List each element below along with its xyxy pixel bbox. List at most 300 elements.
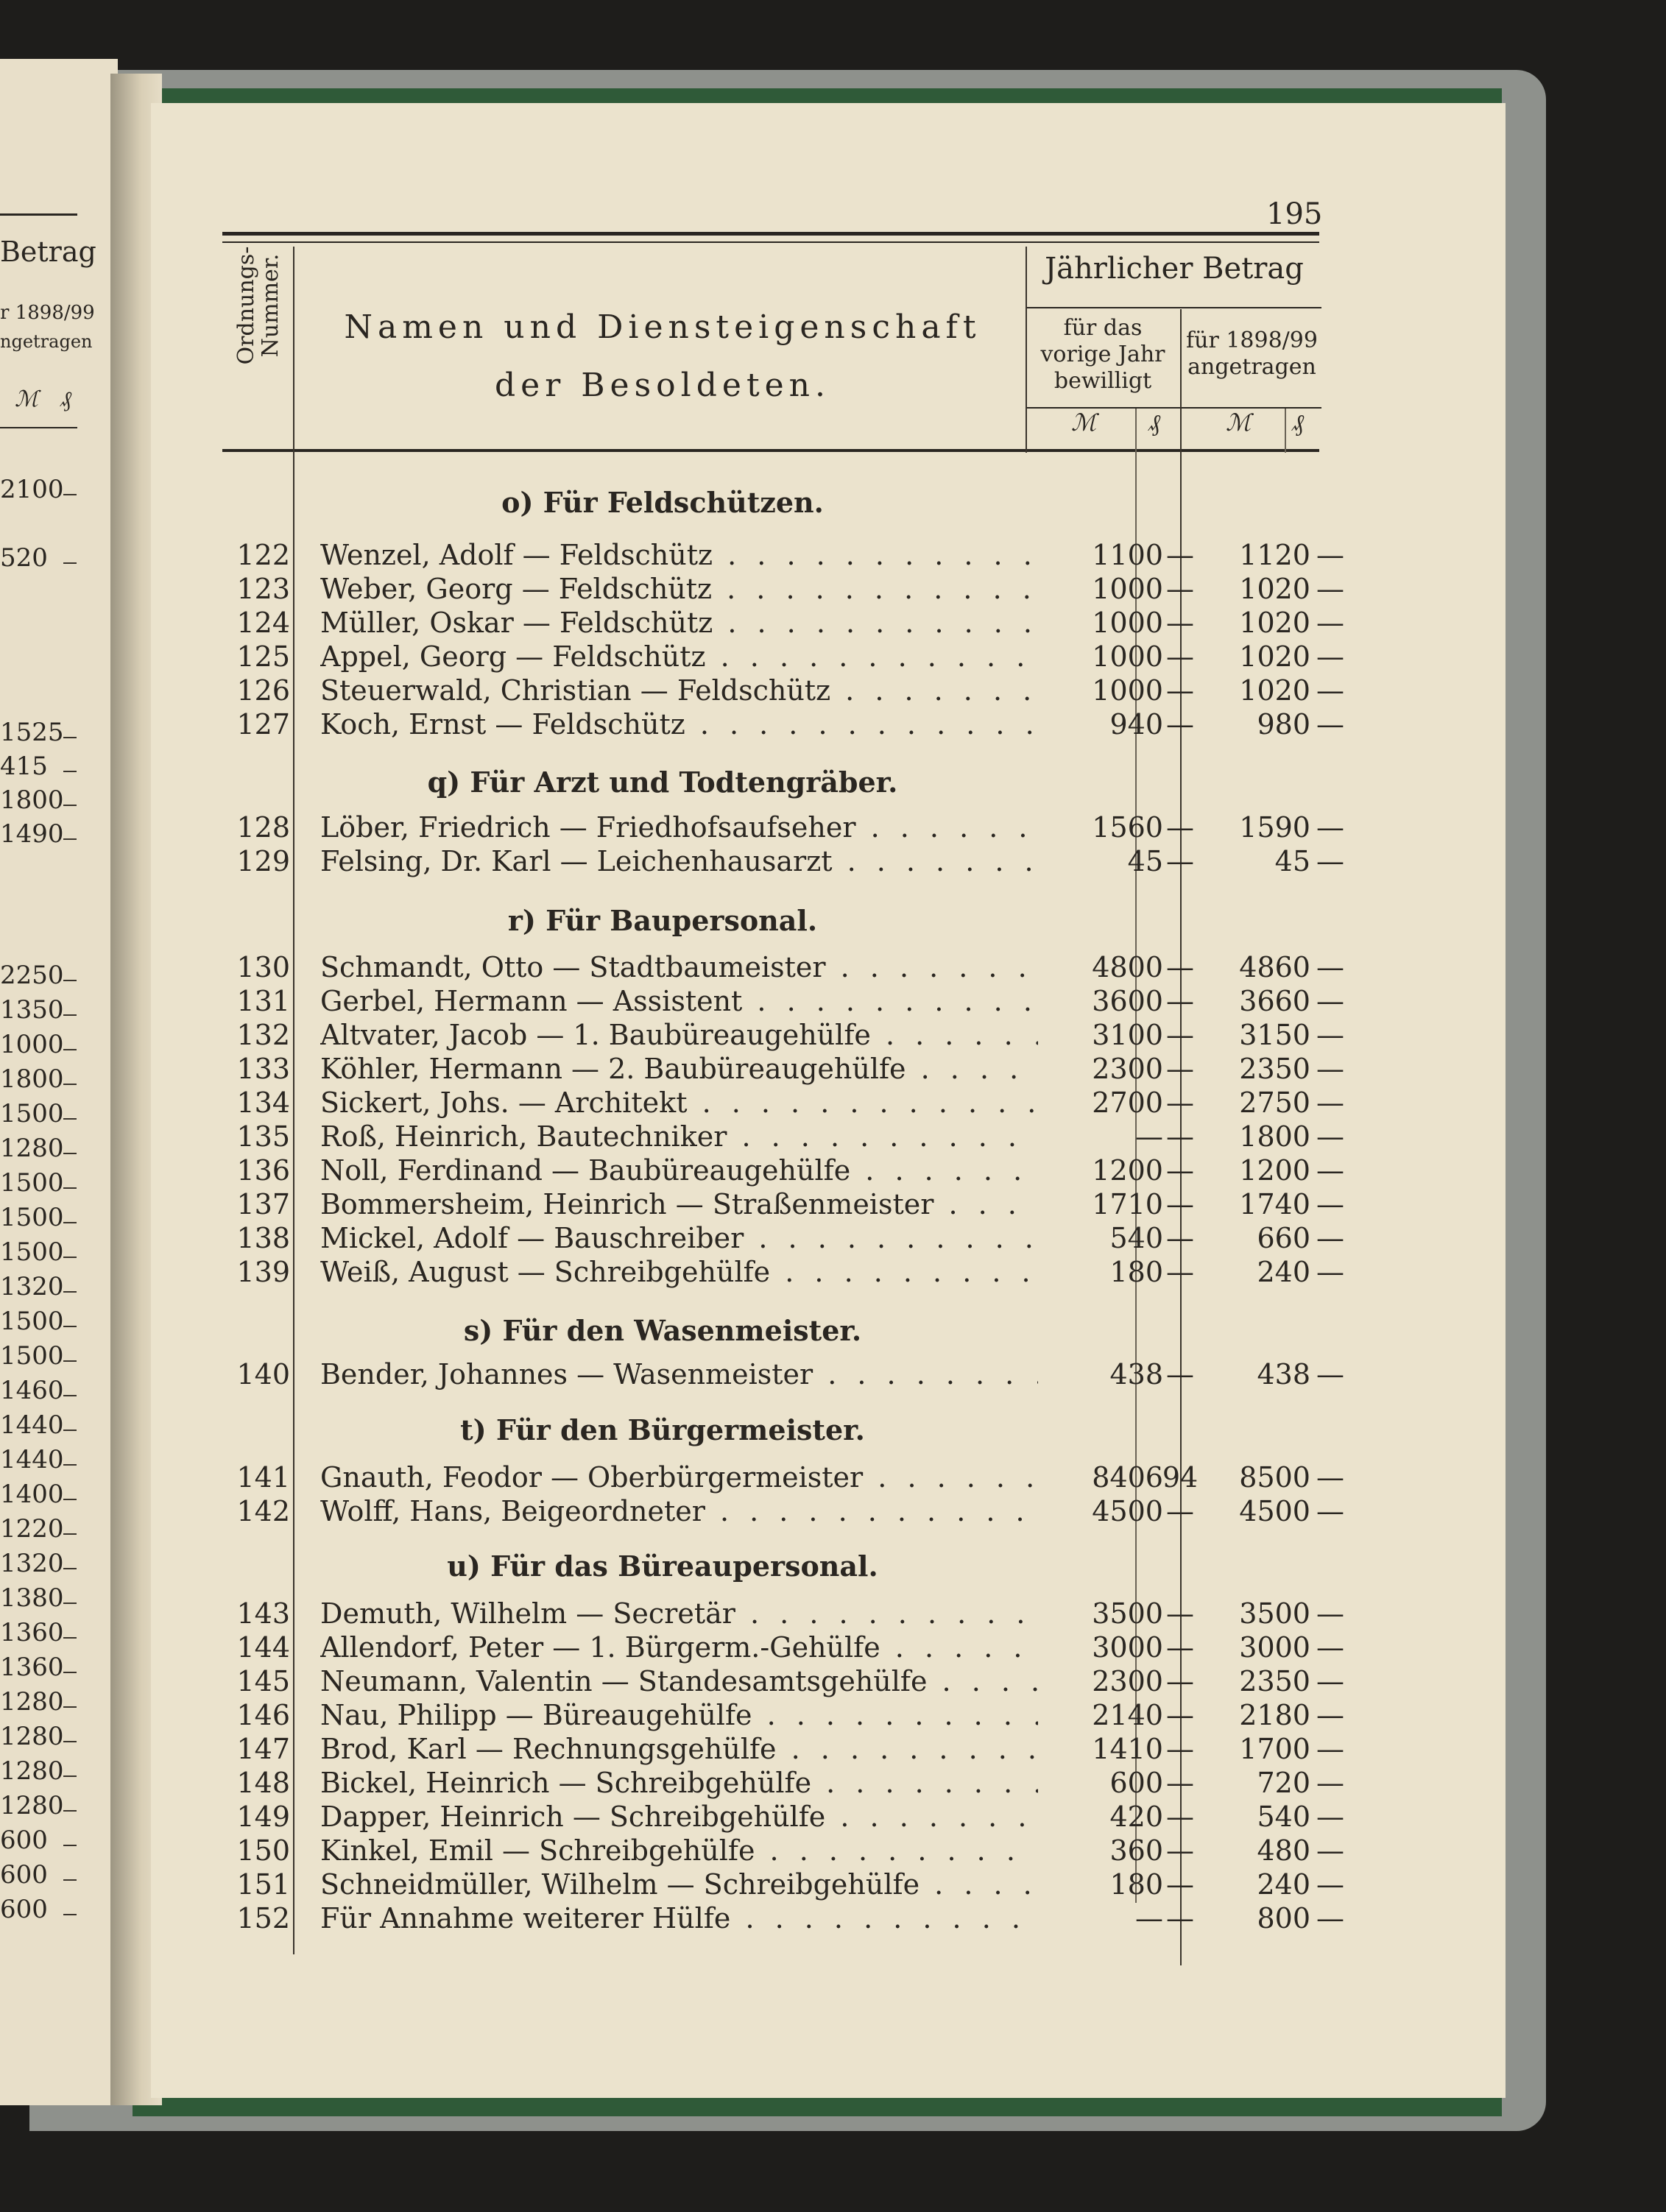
row-cur-pf: — (1316, 1358, 1344, 1391)
section-heading: q) Für Arzt und Todtengräber. (427, 766, 898, 799)
top-double-rule-thin (222, 241, 1319, 243)
row-prev-pf: — (1166, 708, 1194, 741)
left-page-dash (63, 1222, 77, 1223)
row-number: 131 (236, 985, 290, 1017)
row-prev-pf: — (1166, 573, 1194, 605)
row-prev-mark: 600 (1109, 1767, 1163, 1799)
left-page-dash (63, 980, 77, 981)
row-cur-mark: 1020 (1239, 573, 1310, 605)
row-prev-pf: — (1166, 1120, 1194, 1153)
left-page-dash (63, 1810, 77, 1812)
row-name: Mickel, Adolf — Bauschreiber . . . (320, 1222, 1038, 1254)
row-prev-pf: — (1166, 811, 1194, 844)
left-page-dash (63, 1775, 77, 1777)
left-page-value: 1500 (0, 1307, 64, 1336)
left-page-dash (63, 1395, 77, 1396)
table-row (221, 1358, 1344, 1392)
left-page-dash (63, 1533, 77, 1535)
left-page-dash (63, 1360, 77, 1362)
row-name: Weber, Georg — Feldschütz . . . (320, 573, 1038, 605)
left-page-value: 2100 (0, 475, 64, 504)
row-name: Weiß, August — Schreibgehülfe . . . (320, 1256, 1038, 1288)
ordnungs-nummer-header: Ordnungs- Nummer. (233, 246, 283, 365)
left-fur-header: r 1898/99 (0, 302, 95, 324)
row-name: Für Annahme weiterer Hülfe . . . (320, 1902, 1038, 1934)
left-page-value: 1280 (0, 1791, 64, 1820)
left-page-dash (63, 1672, 77, 1673)
row-cur-mark: 1200 (1239, 1154, 1310, 1187)
row-cur-pf: — (1316, 1868, 1344, 1901)
column-line-cur-pf (1285, 409, 1286, 453)
table-row (221, 1222, 1344, 1256)
row-cur-mark: 1020 (1239, 607, 1310, 639)
row-cur-pf: — (1316, 1256, 1344, 1288)
left-page-dash (63, 1637, 77, 1639)
row-number: 123 (236, 573, 290, 605)
pf-unit-cur: ₰ (1292, 409, 1304, 437)
row-number: 143 (236, 1597, 290, 1630)
left-page-value: 1500 (0, 1237, 64, 1267)
row-prev-mark: 360 (1109, 1834, 1163, 1867)
row-prev-pf: — (1166, 1188, 1194, 1220)
row-prev-pf: — (1166, 1631, 1194, 1664)
row-prev-mark: 2140 (1092, 1699, 1163, 1731)
section-heading: o) Für Feldschützen. (501, 486, 824, 519)
mark-unit-prev: ℳ (1071, 409, 1097, 437)
row-prev-pf: — (1166, 1699, 1194, 1731)
table-row (221, 607, 1344, 640)
row-number: 136 (236, 1154, 290, 1187)
yearly-amount-header: Jährlicher Betrag (1045, 252, 1304, 286)
row-name: Bommersheim, Heinrich — Straßenmeister . . . (320, 1188, 1038, 1220)
row-cur-pf: — (1316, 1665, 1344, 1697)
row-cur-mark: 1020 (1239, 640, 1310, 673)
table-row (221, 1086, 1344, 1120)
left-page-value: 1460 (0, 1376, 64, 1405)
row-name: Köhler, Hermann — 2. Baubüreaugehülfe . . . (320, 1053, 1038, 1085)
row-cur-pf: — (1316, 1120, 1344, 1153)
row-number: 127 (236, 708, 290, 741)
left-page-value: 1280 (0, 1687, 64, 1717)
row-cur-mark: 8500 (1239, 1461, 1310, 1494)
row-name: Müller, Oskar — Feldschütz . . . (320, 607, 1038, 639)
row-prev-pf: — (1166, 1902, 1194, 1934)
row-cur-mark: 4500 (1239, 1495, 1310, 1527)
row-prev-mark: 180 (1109, 1868, 1163, 1901)
row-cur-mark: 1120 (1239, 539, 1310, 571)
table-row (221, 1256, 1344, 1290)
yearly-sub-rule (1027, 307, 1321, 308)
left-page-fragment (0, 59, 118, 2105)
left-page-value: 1280 (0, 1722, 64, 1751)
row-prev-pf: — (1166, 1733, 1194, 1765)
row-prev-mark: 2300 (1092, 1053, 1163, 1085)
left-page-value: 2250 (0, 961, 64, 990)
row-name: Dapper, Heinrich — Schreibgehülfe . . . (320, 1801, 1038, 1833)
row-cur-pf: — (1316, 1631, 1344, 1664)
table-row (221, 1834, 1344, 1868)
table-row (221, 674, 1344, 708)
row-name: Gerbel, Hermann — Assistent . . . (320, 985, 1038, 1017)
row-prev-pf: — (1166, 1086, 1194, 1119)
left-page-dash (63, 805, 77, 806)
left-page-value: 1320 (0, 1549, 64, 1578)
row-cur-pf: — (1316, 1801, 1344, 1833)
left-page-value: 1800 (0, 785, 64, 815)
row-cur-mark: 45 (1274, 845, 1310, 877)
left-page-value: 520 (0, 543, 48, 573)
row-number: 141 (236, 1461, 290, 1494)
row-cur-mark: 1740 (1239, 1188, 1310, 1220)
row-prev-mark: — (1135, 1120, 1163, 1153)
row-prev-mark: 180 (1109, 1256, 1163, 1288)
row-prev-pf: — (1166, 845, 1194, 877)
row-prev-mark: 1000 (1092, 640, 1163, 673)
row-cur-mark: 2750 (1239, 1086, 1310, 1119)
row-prev-pf: — (1166, 1597, 1194, 1630)
left-page-value: 1440 (0, 1445, 64, 1474)
row-cur-mark: 4860 (1239, 951, 1310, 983)
row-prev-pf: — (1166, 1154, 1194, 1187)
left-page-value: 1500 (0, 1203, 64, 1232)
row-number: 122 (236, 539, 290, 571)
row-prev-mark: 1000 (1092, 674, 1163, 707)
left-page-dash (63, 838, 77, 840)
row-number: 134 (236, 1086, 290, 1119)
row-cur-mark: 1800 (1239, 1120, 1310, 1153)
table-row (221, 1019, 1344, 1053)
left-page-dash (63, 494, 77, 495)
row-number: 144 (236, 1631, 290, 1664)
table-row (221, 1631, 1344, 1665)
table-row (221, 1597, 1344, 1631)
section-heading: u) Für das Büreaupersonal. (447, 1550, 878, 1583)
row-prev-mark: 45 (1127, 845, 1163, 877)
row-prev-mark: 4800 (1092, 951, 1163, 983)
left-page-dash (63, 1741, 77, 1742)
row-number: 148 (236, 1767, 290, 1799)
row-number: 145 (236, 1665, 290, 1697)
row-cur-pf: — (1316, 1699, 1344, 1731)
row-number: 126 (236, 674, 290, 707)
section-heading: t) Für den Bürgermeister. (460, 1413, 865, 1446)
table-row (221, 573, 1344, 607)
row-prev-mark: 1410 (1092, 1733, 1163, 1765)
row-prev-pf: 94 (1162, 1461, 1199, 1494)
row-name: Neumann, Valentin — Standesamtsgehülfe . . . (320, 1665, 1038, 1697)
row-number: 140 (236, 1358, 290, 1391)
row-cur-mark: 240 (1257, 1868, 1310, 1901)
names-header-line1: Namen und Diensteigenschaft (344, 308, 981, 346)
left-page-dash (63, 737, 77, 738)
row-prev-pf: — (1166, 1801, 1194, 1833)
left-page-value: 1380 (0, 1583, 64, 1613)
table-row (221, 708, 1344, 742)
names-header-line2: der Besoldeten. (495, 367, 830, 405)
row-number: 128 (236, 811, 290, 844)
row-cur-pf: — (1316, 1834, 1344, 1867)
left-page-dash (63, 1187, 77, 1189)
row-cur-mark: 2350 (1239, 1665, 1310, 1697)
row-number: 142 (236, 1495, 290, 1527)
left-page-dash (63, 1568, 77, 1569)
row-name: Noll, Ferdinand — Baubüreaugehülfe . . . (320, 1154, 1038, 1187)
left-page-value: 1500 (0, 1168, 64, 1198)
top-double-rule (222, 232, 1319, 236)
row-prev-pf: — (1166, 1767, 1194, 1799)
row-name: Schmandt, Otto — Stadtbaumeister . . . (320, 951, 1038, 983)
row-prev-mark: 1100 (1092, 539, 1163, 571)
row-number: 150 (236, 1834, 290, 1867)
left-page-value: 415 (0, 752, 48, 781)
row-cur-mark: 800 (1257, 1902, 1310, 1934)
table-row (221, 1733, 1344, 1767)
row-cur-mark: 438 (1257, 1358, 1310, 1391)
row-prev-mark: 1000 (1092, 573, 1163, 605)
row-cur-pf: — (1316, 951, 1344, 983)
row-cur-pf: — (1316, 539, 1344, 571)
row-name: Bickel, Heinrich — Schreibgehülfe . . . (320, 1767, 1038, 1799)
left-page-value: 1800 (0, 1064, 64, 1094)
table-row (221, 1868, 1344, 1902)
row-cur-mark: 1020 (1239, 674, 1310, 707)
table-row (221, 1053, 1344, 1086)
row-prev-mark: 3100 (1092, 1019, 1163, 1051)
row-cur-mark: 720 (1257, 1767, 1310, 1799)
row-cur-pf: — (1316, 1767, 1344, 1799)
row-name: Demuth, Wilhelm — Secretär . . . (320, 1597, 1038, 1630)
row-prev-pf: — (1166, 1834, 1194, 1867)
row-cur-pf: — (1316, 1019, 1344, 1051)
left-angetragen-header: ngetragen (0, 331, 93, 352)
row-cur-pf: — (1316, 1733, 1344, 1765)
row-number: 132 (236, 1019, 290, 1051)
row-cur-mark: 980 (1257, 708, 1310, 741)
left-page-rule (0, 213, 77, 216)
table-row (221, 985, 1344, 1019)
left-page-dash (63, 1464, 77, 1466)
left-page-value: 1525 (0, 718, 64, 747)
table-row (221, 539, 1344, 573)
row-number: 151 (236, 1868, 290, 1901)
row-prev-mark: 1710 (1092, 1188, 1163, 1220)
row-name: Allendorf, Peter — 1. Bürgerm.-Gehülfe . . . (320, 1631, 1038, 1664)
row-number: 147 (236, 1733, 290, 1765)
left-page-dash (63, 1291, 77, 1293)
row-name: Sickert, Johs. — Architekt . . . (320, 1086, 1038, 1119)
table-row (221, 1495, 1344, 1529)
row-name: Gnauth, Feodor — Oberbürgermeister . . . (320, 1461, 1038, 1494)
left-pf-header: ₰ (60, 386, 71, 412)
row-cur-mark: 480 (1257, 1834, 1310, 1867)
row-name: Kinkel, Emil — Schreibgehülfe . . . (320, 1834, 1038, 1867)
left-page-value: 1280 (0, 1756, 64, 1786)
row-cur-pf: — (1316, 1495, 1344, 1527)
row-prev-pf: — (1166, 1358, 1194, 1391)
row-cur-pf: — (1316, 1188, 1344, 1220)
row-prev-mark: — (1135, 1902, 1163, 1934)
left-page-dash (63, 1326, 77, 1327)
table-row (221, 1801, 1344, 1834)
row-prev-mark: 3000 (1092, 1631, 1163, 1664)
left-page-dash (63, 1049, 77, 1050)
left-page-dash (63, 1845, 77, 1846)
table-row (221, 951, 1344, 985)
row-prev-pf: — (1166, 1495, 1194, 1527)
row-prev-pf: — (1166, 1019, 1194, 1051)
pf-unit-prev: ₰ (1148, 409, 1160, 437)
left-page-value: 1220 (0, 1514, 64, 1544)
left-page-dash (63, 562, 77, 564)
row-number: 138 (236, 1222, 290, 1254)
row-cur-pf: — (1316, 607, 1344, 639)
table-row (221, 1461, 1344, 1495)
row-cur-pf: — (1316, 1154, 1344, 1187)
row-name: Felsing, Dr. Karl — Leichenhausarzt . . . (320, 845, 1038, 877)
row-name: Brod, Karl — Rechnungsgehülfe . . . (320, 1733, 1038, 1765)
left-page-dash (63, 1014, 77, 1016)
table-row (221, 1120, 1344, 1154)
row-name: Appel, Georg — Feldschütz . . . (320, 640, 1038, 673)
row-prev-pf: — (1166, 985, 1194, 1017)
row-name: Altvater, Jacob — 1. Baubüreaugehülfe . . . (320, 1019, 1038, 1051)
table-row (221, 640, 1344, 674)
left-page-value: 1360 (0, 1653, 64, 1682)
row-number: 124 (236, 607, 290, 639)
row-prev-pf: — (1166, 1053, 1194, 1085)
row-cur-mark: 2180 (1239, 1699, 1310, 1731)
row-prev-mark: 438 (1109, 1358, 1163, 1391)
row-prev-mark: 3600 (1092, 985, 1163, 1017)
table-row (221, 1188, 1344, 1222)
row-number: 152 (236, 1902, 290, 1934)
row-name: Koch, Ernst — Feldschütz . . . (320, 708, 1038, 741)
left-betrag-header: Betrag (0, 236, 96, 268)
row-number: 146 (236, 1699, 290, 1731)
row-prev-mark: 1200 (1092, 1154, 1163, 1187)
row-prev-pf: — (1166, 1256, 1194, 1288)
left-page-dash (63, 1499, 77, 1500)
table-row (221, 811, 1344, 845)
row-prev-mark: 8406 (1092, 1461, 1163, 1494)
row-prev-pf: — (1166, 1868, 1194, 1901)
row-cur-pf: — (1316, 1086, 1344, 1119)
table-row (221, 1699, 1344, 1733)
left-page-dash (63, 1603, 77, 1604)
left-page-dash (63, 1879, 77, 1881)
row-prev-mark: 420 (1109, 1801, 1163, 1833)
row-cur-pf: — (1316, 708, 1344, 741)
row-name: Löber, Friedrich — Friedhofsaufseher . . . (320, 811, 1038, 844)
table-row (221, 1154, 1344, 1188)
table-row (221, 1902, 1344, 1936)
row-prev-mark: 2700 (1092, 1086, 1163, 1119)
left-page-dash (63, 1914, 77, 1915)
row-number: 129 (236, 845, 290, 877)
row-prev-mark: 540 (1109, 1222, 1163, 1254)
left-page-value: 1350 (0, 995, 64, 1025)
row-prev-mark: 4500 (1092, 1495, 1163, 1527)
previous-year-header: für das vorige Jahr bewilligt (1040, 315, 1165, 394)
row-cur-mark: 540 (1257, 1801, 1310, 1833)
row-prev-pf: — (1166, 640, 1194, 673)
row-cur-mark: 1700 (1239, 1733, 1310, 1765)
row-prev-pf: — (1166, 951, 1194, 983)
left-page-dash (63, 771, 77, 772)
row-name: Wolff, Hans, Beigeordneter . . . (320, 1495, 1038, 1527)
row-name: Bender, Johannes — Wasenmeister . . . (320, 1358, 1038, 1391)
row-name: Wenzel, Adolf — Feldschütz . . . (320, 539, 1038, 571)
left-page-value: 1400 (0, 1480, 64, 1509)
table-row (221, 1665, 1344, 1699)
table-row (221, 1767, 1344, 1801)
left-page-value: 1490 (0, 819, 64, 849)
row-prev-mark: 3500 (1092, 1597, 1163, 1630)
left-page-dash (63, 1706, 77, 1708)
section-heading: s) Für den Wasenmeister. (463, 1314, 862, 1347)
left-page-dash (63, 1257, 77, 1258)
row-cur-mark: 660 (1257, 1222, 1310, 1254)
left-page-value: 600 (0, 1895, 48, 1924)
row-name: Steuerwald, Christian — Feldschütz . . . (320, 674, 1038, 707)
row-cur-pf: — (1316, 1461, 1344, 1494)
row-cur-pf: — (1316, 1222, 1344, 1254)
row-cur-pf: — (1316, 1053, 1344, 1085)
row-prev-pf: — (1166, 539, 1194, 571)
row-cur-mark: 3660 (1239, 985, 1310, 1017)
row-number: 130 (236, 951, 290, 983)
row-number: 137 (236, 1188, 290, 1220)
left-page-dash (63, 1084, 77, 1085)
row-cur-pf: — (1316, 1902, 1344, 1934)
row-number: 125 (236, 640, 290, 673)
current-year-header: für 1898/99 angetragen (1186, 328, 1318, 380)
row-cur-pf: — (1316, 1597, 1344, 1630)
left-page-value: 1000 (0, 1030, 64, 1059)
row-cur-mark: 3000 (1239, 1631, 1310, 1664)
left-page-value: 1500 (0, 1099, 64, 1128)
mark-unit-cur: ℳ (1226, 409, 1252, 437)
left-page-value: 1500 (0, 1341, 64, 1371)
row-cur-mark: 3150 (1239, 1019, 1310, 1051)
row-cur-pf: — (1316, 640, 1344, 673)
row-cur-pf: — (1316, 985, 1344, 1017)
row-number: 133 (236, 1053, 290, 1085)
row-number: 149 (236, 1801, 290, 1833)
left-page-value: 1360 (0, 1618, 64, 1647)
section-heading: r) Für Baupersonal. (507, 904, 818, 937)
left-page-value: 1280 (0, 1134, 64, 1163)
row-prev-mark: 1560 (1092, 811, 1163, 844)
left-page-dash (63, 1118, 77, 1120)
left-page-value: 1320 (0, 1272, 64, 1301)
left-page-dash (63, 1430, 77, 1431)
header-bottom-rule (222, 449, 1319, 452)
row-cur-mark: 3500 (1239, 1597, 1310, 1630)
row-name: Roß, Heinrich, Bautechniker . . . (320, 1120, 1038, 1153)
row-prev-mark: 1000 (1092, 607, 1163, 639)
row-cur-pf: — (1316, 674, 1344, 707)
row-prev-mark: 940 (1109, 708, 1163, 741)
left-header-rule (0, 427, 77, 428)
row-name: Schneidmüller, Wilhelm — Schreibgehülfe . . . (320, 1868, 1038, 1901)
row-number: 139 (236, 1256, 290, 1288)
row-prev-pf: — (1166, 674, 1194, 707)
row-number: 135 (236, 1120, 290, 1153)
row-prev-pf: — (1166, 1222, 1194, 1254)
row-prev-pf: — (1166, 607, 1194, 639)
table-row (221, 845, 1344, 879)
